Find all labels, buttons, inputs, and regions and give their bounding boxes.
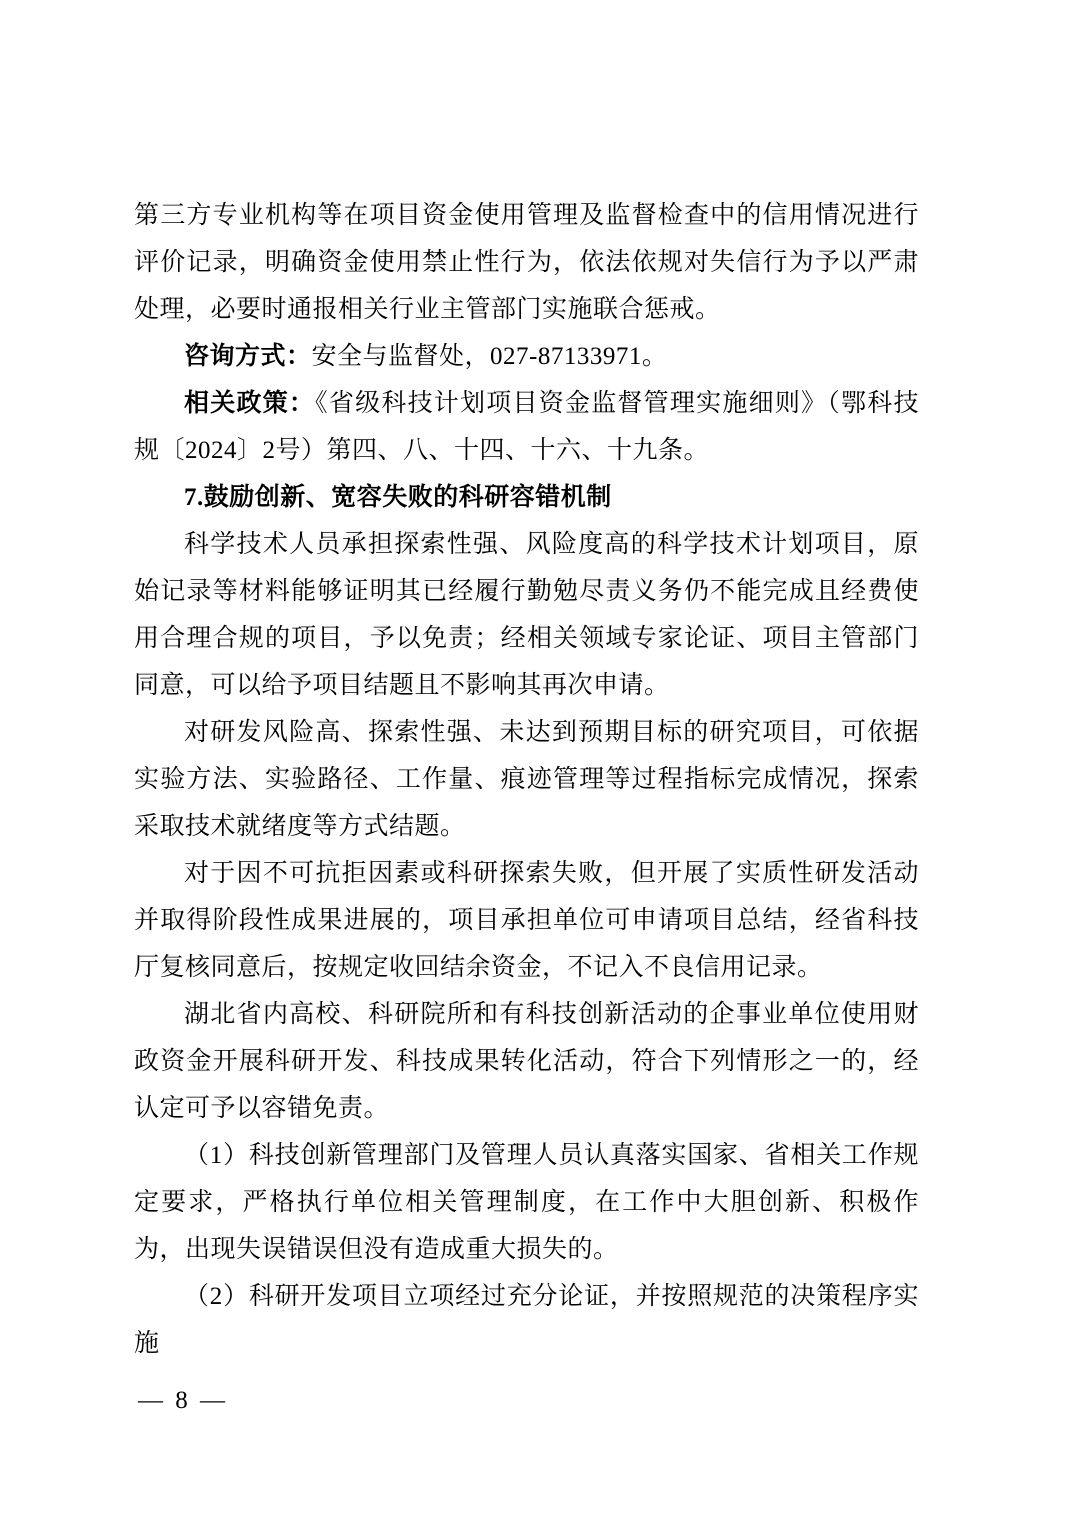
paragraph-exemption: 科学技术人员承担探索性强、风险度高的科学技术计划项目，原始记录等材料能够证明其已经履行勤勉尽责义务仍不能完成且经费使用合理合规的项目，予以免责；经相关领域专家论证、项目主管部门同意，可以给予项目结题且不影响其再次申请。 <box>134 531 919 699</box>
paragraph-item-1: （1）科技创新管理部门及管理人员认真落实国家、省相关工作规定要求，严格执行单位相关管理制度，在工作中大胆创新、积极作为，出现失误错误但没有造成重大损失的。 <box>134 1142 919 1263</box>
paragraph-related-policy <box>134 380 919 474</box>
consult-method-text: 安全与监督处，027-87133971。 <box>311 343 668 370</box>
paragraph-hubei-institutions: 湖北省内高校、科研院所和有科技创新活动的企事业单位使用财政资金开展科研开发、科技成果转化活动，符合下列情形之一的，经认定可予以容错免责。 <box>134 1001 919 1122</box>
paragraph-item-2: （2）科研开发项目立项经过充分论证，并按照规范的决策程序实施 <box>134 1283 919 1357</box>
paragraph-consult-method <box>134 333 919 380</box>
page-number: — 8 — <box>138 1387 228 1414</box>
consult-method-label: 咨询方式： <box>184 343 312 370</box>
paragraph-high-risk-projects: 对研发风险高、探索性强、未达到预期目标的研究项目，可依据实验方法、实验路径、工作量、痕迹管理等过程指标完成情况，探索采取技术就绪度等方式结题。 <box>134 719 919 840</box>
section-heading-7: 7.鼓励创新、宽容失败的科研容错机制 <box>184 484 612 511</box>
related-policy-label: 相关政策： <box>184 390 316 417</box>
related-policy-text: 《省级科技计划项目资金监督管理实施细则》（鄂科技规〔2024〕2号）第四、八、十四、十六、十九条。 <box>134 390 919 464</box>
paragraph-force-majeure: 对于因不可抗拒因素或科研探索失败，但开展了实质性研发活动并取得阶段性成果进展的，项目承担单位可申请项目总结，经省科技厅复核同意后，按规定收回结余资金，不记入不良信用记录。 <box>134 860 919 981</box>
document-body <box>134 192 919 1367</box>
paragraph-credit-record: 第三方专业机构等在项目资金使用管理及监督检查中的信用情况进行评价记录，明确资金使用禁止性行为，依法依规对失信行为予以严肃处理，必要时通报相关行业主管部门实施联合惩戒。 <box>134 202 919 323</box>
